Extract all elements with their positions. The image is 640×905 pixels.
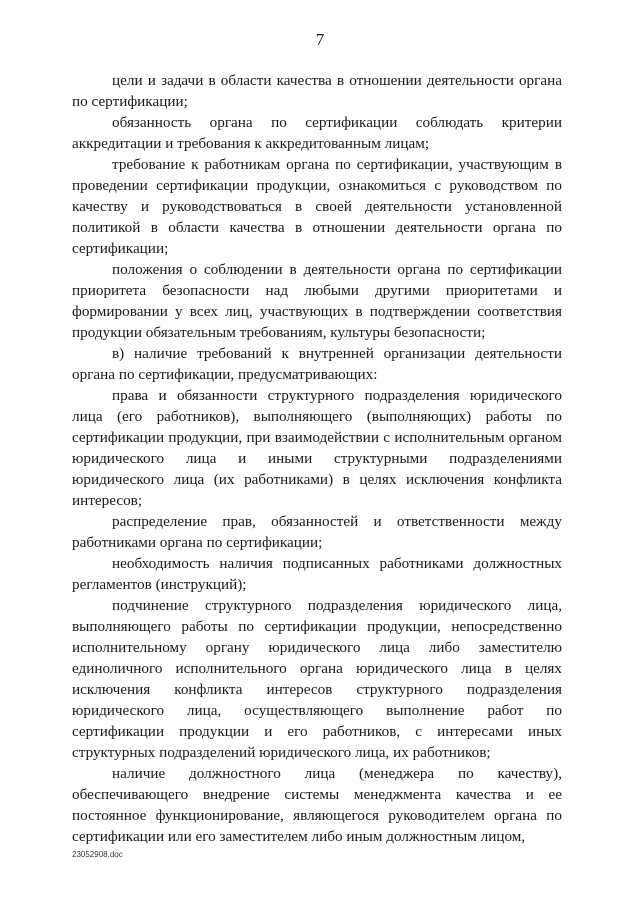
paragraph: необходимость наличия подписанных работниками должностных регламентов (инструкций); <box>72 555 562 593</box>
paragraph: распределение прав, обязанностей и ответственности между работниками органа по сертификации; <box>72 513 562 551</box>
paragraph: в) наличие требований к внутренней организации деятельности органа по сертификации, предусматривающих: <box>72 345 562 383</box>
paragraph: цели и задачи в области качества в отношении деятельности органа по сертификации; <box>72 72 562 110</box>
document-body <box>72 70 562 847</box>
paragraph: требование к работникам органа по сертификации, участвующим в проведении сертификации продукции, ознакомиться с руководством по качеству и руководствоваться в своей деятельности установленной политикой в области качества в отношении деятельности органа по сертификации; <box>72 156 562 257</box>
paragraph: наличие должностного лица (менеджера по качеству), обеспечивающего внедрение системы менеджмента качества и ее постоянное функционирование, являющегося руководителем органа по сертификации или его заместителем либо иным должностным лицом, <box>72 765 562 845</box>
paragraph: права и обязанности структурного подразделения юридического лица (его работников), выполняющего (выполняющих) работы по сертификации продукции, при взаимодействии с исполнительным органом юридического лица и иными структурными подразделениями юридического лица (их работниками) в целях исключения конфликта интересов; <box>72 387 562 509</box>
paragraph: подчинение структурного подразделения юридического лица, выполняющего работы по сертификации продукции, непосредственно исполнительному органу юридического лица либо заместителю единоличного исполнительного органа юридического лица в целях исключения конфликта интересов структурного подразделения юридического лица, осуществляющего выполнение работ по сертификации продукции и его работников, с интересами иных структурных подразделений юридического лица, их работников; <box>72 597 562 761</box>
footer-filename: 23052908.doc <box>72 850 123 859</box>
page-number: 7 <box>315 30 325 49</box>
paragraph: положения о соблюдении в деятельности органа по сертификации приоритета безопасности над любыми другими приоритетами и формировании у всех лиц, участвующих в подтверждении соответствия продукции обязательным требованиям, культуры безопасности; <box>72 261 562 341</box>
paragraph: обязанность органа по сертификации соблюдать критерии аккредитации и требования к аккредитованным лицам; <box>72 114 562 152</box>
